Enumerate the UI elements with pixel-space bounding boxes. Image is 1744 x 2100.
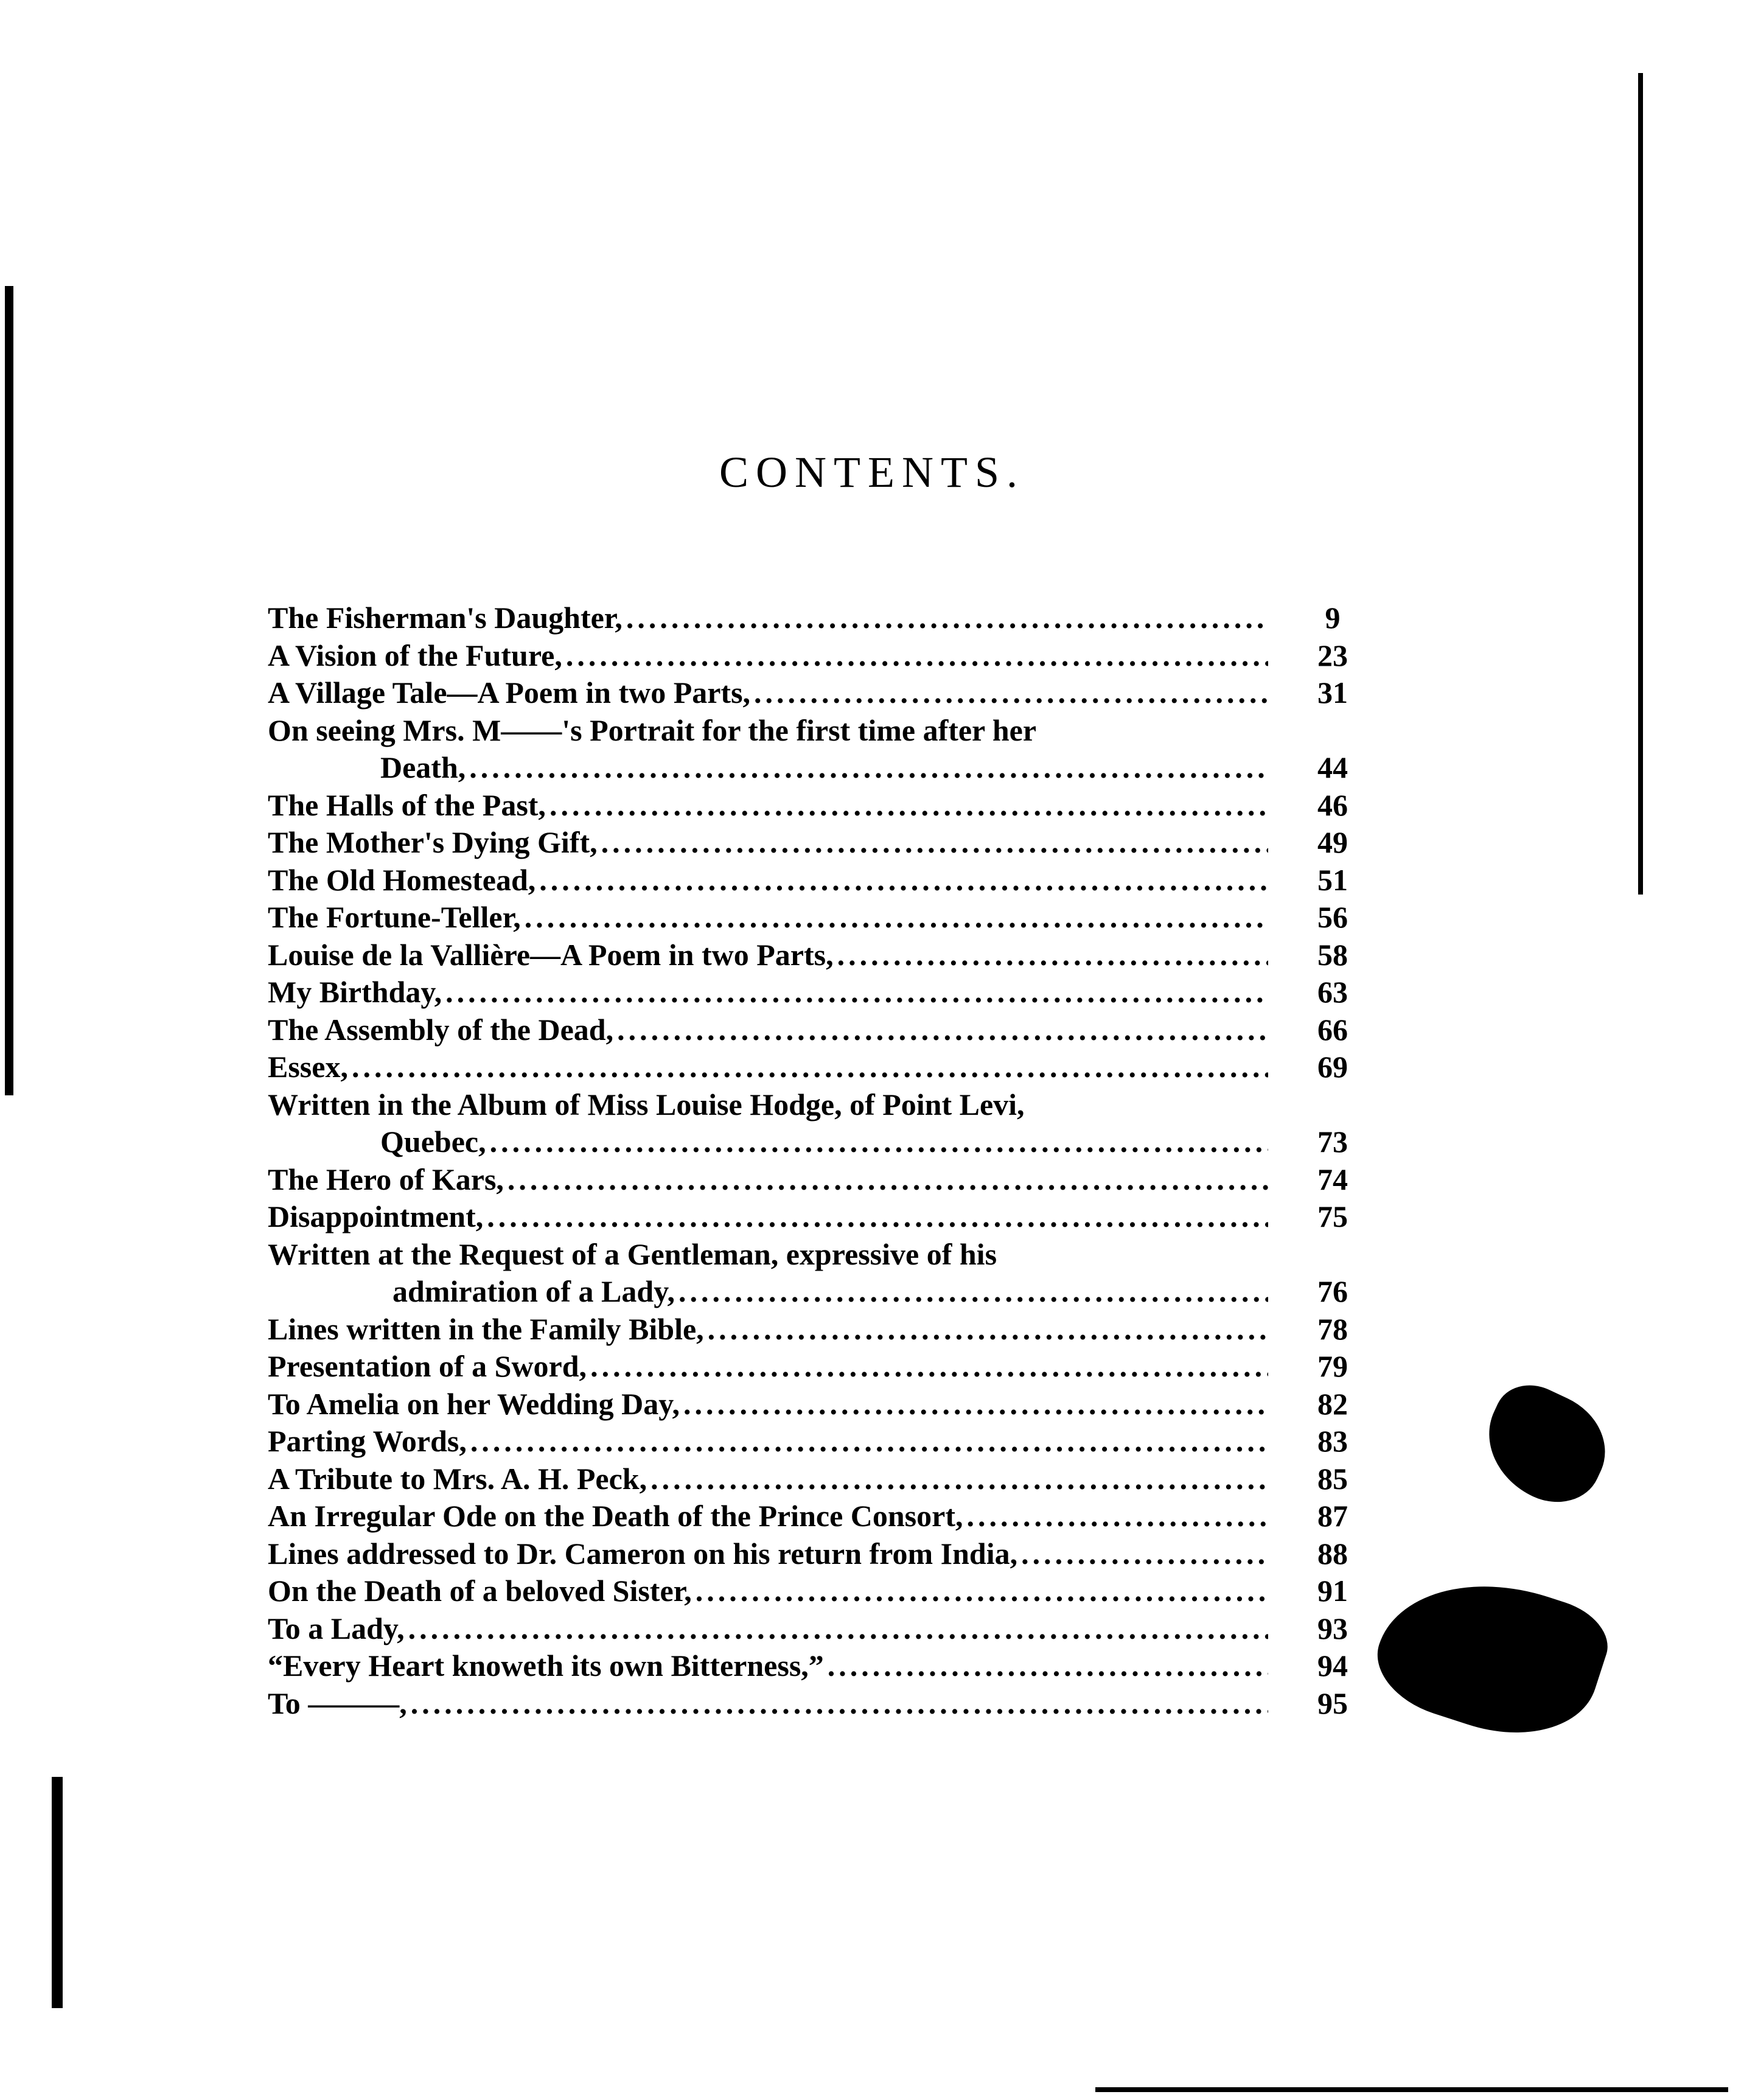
toc-entry-title-line1: Written at the Request of a Gentleman, expressive of his — [268, 1237, 997, 1271]
toc-entry-title: A Village Tale—A Poem in two Parts, — [268, 675, 751, 710]
leader-dots — [469, 749, 1268, 787]
toc-entry[interactable] — [268, 1498, 1363, 1535]
toc-entry-title: My Birthday, — [268, 975, 442, 1009]
leader-dots — [696, 1572, 1268, 1610]
leader-dots — [525, 899, 1268, 937]
toc-entry-title: admiration of a Lady, — [392, 1274, 675, 1308]
page-edge-shadow-left — [5, 286, 13, 1095]
toc-entry-title: Parting Words, — [268, 1424, 467, 1458]
toc-entry-title: The Hero of Kars, — [268, 1162, 504, 1196]
toc-entry-title: The Mother's Dying Gift, — [268, 825, 598, 859]
toc-entry-title: Presentation of a Sword, — [268, 1349, 587, 1383]
leader-dots — [678, 1273, 1268, 1311]
toc-entry-page: 91 — [1317, 1574, 1348, 1608]
leader-dots — [508, 1161, 1268, 1199]
toc-entry[interactable] — [268, 637, 1363, 675]
toc-entry-page: 63 — [1317, 975, 1348, 1009]
toc-entry-page: 76 — [1317, 1274, 1348, 1308]
leader-dots — [828, 1647, 1268, 1685]
leader-dots — [708, 1311, 1268, 1348]
toc-entry-title: The Fisherman's Daughter, — [268, 601, 623, 635]
toc-entry-title-line1: Written in the Album of Miss Louise Hodge, of Point Levi, — [268, 1087, 1025, 1122]
leader-dots — [626, 599, 1268, 637]
toc-entry[interactable] — [268, 1236, 1363, 1311]
leader-dots — [549, 787, 1268, 825]
toc-entry-title: To Amelia on her Wedding Day, — [268, 1386, 680, 1421]
toc-entry[interactable] — [268, 1086, 1363, 1161]
page-edge-shadow-bottom — [1095, 2087, 1728, 2092]
leader-dots — [754, 674, 1268, 712]
toc-entry[interactable] — [268, 937, 1363, 974]
toc-entry[interactable] — [268, 1198, 1363, 1236]
leader-dots — [408, 1610, 1268, 1648]
toc-entry-page: 93 — [1317, 1611, 1348, 1645]
table-of-contents — [268, 599, 1363, 1722]
toc-entry-page: 88 — [1317, 1536, 1348, 1571]
leader-dots — [1021, 1535, 1268, 1573]
toc-entry-page: 23 — [1317, 638, 1348, 672]
leader-dots — [566, 637, 1268, 675]
ink-blot — [1364, 1552, 1618, 1758]
toc-entry[interactable] — [268, 1048, 1363, 1086]
leader-dots — [487, 1198, 1268, 1236]
toc-entry-page: 82 — [1317, 1386, 1348, 1421]
toc-entry[interactable] — [268, 1348, 1363, 1386]
toc-entry[interactable] — [268, 1535, 1363, 1573]
leader-dots — [617, 1011, 1268, 1049]
toc-entry[interactable] — [268, 1311, 1363, 1348]
leader-dots — [590, 1348, 1268, 1386]
toc-entry[interactable] — [268, 824, 1363, 862]
toc-entry-page: 31 — [1317, 675, 1348, 710]
leader-dots — [539, 862, 1268, 899]
toc-entry-page: 78 — [1317, 1311, 1348, 1346]
toc-entry-title: An Irregular Ode on the Death of the Prince Consort, — [268, 1499, 963, 1533]
leader-dots — [470, 1423, 1268, 1460]
page-edge-shadow-left-lower — [52, 1777, 63, 2008]
toc-entry-title: Lines written in the Family Bible, — [268, 1311, 704, 1346]
toc-entry-page: 73 — [1317, 1125, 1348, 1159]
toc-entry-title: To ———, — [268, 1686, 407, 1720]
toc-entry-title: Lines addressed to Dr. Cameron on his return from India, — [268, 1536, 1018, 1571]
toc-entry-title: On the Death of a beloved Sister, — [268, 1574, 692, 1608]
leader-dots — [683, 1386, 1268, 1423]
toc-entry-page: 46 — [1317, 787, 1348, 822]
leader-dots — [411, 1685, 1268, 1723]
toc-entry[interactable] — [268, 1647, 1363, 1685]
toc-entry-page: 51 — [1317, 862, 1348, 897]
leader-dots — [445, 974, 1268, 1011]
toc-entry[interactable] — [268, 1685, 1363, 1723]
toc-entry-title: A Vision of the Future, — [268, 638, 562, 672]
leader-dots — [352, 1048, 1268, 1086]
toc-entry-page: 75 — [1317, 1199, 1348, 1233]
toc-entry[interactable] — [268, 1161, 1363, 1199]
toc-entry-title: The Assembly of the Dead, — [268, 1012, 614, 1047]
toc-entry[interactable] — [268, 1572, 1363, 1610]
toc-entry-title: A Tribute to Mrs. A. H. Peck, — [268, 1461, 647, 1496]
toc-entry[interactable] — [268, 1423, 1363, 1460]
toc-entry-page: 79 — [1317, 1349, 1348, 1383]
toc-entry-page: 66 — [1317, 1012, 1348, 1047]
toc-entry-title: The Old Homestead, — [268, 862, 536, 897]
leader-dots — [651, 1460, 1268, 1498]
toc-entry[interactable] — [268, 1460, 1363, 1498]
toc-entry-title: Death, — [380, 750, 466, 784]
toc-entry-title: The Fortune-Teller, — [268, 900, 521, 934]
toc-entry-title-line1: On seeing Mrs. M——'s Portrait for the first time after her — [268, 713, 1037, 747]
toc-entry-title: Louise de la Vallière—A Poem in two Parts, — [268, 937, 834, 972]
toc-entry-page: 58 — [1317, 937, 1348, 972]
ink-blot — [1468, 1373, 1622, 1518]
toc-entry-page: 74 — [1317, 1162, 1348, 1196]
toc-entry[interactable] — [268, 787, 1363, 825]
toc-entry[interactable] — [268, 712, 1363, 787]
toc-entry-page: 94 — [1317, 1648, 1348, 1683]
toc-entry-title: Disappointment, — [268, 1199, 484, 1233]
toc-entry-page: 44 — [1317, 750, 1348, 784]
page-title: CONTENTS. — [719, 448, 1025, 497]
toc-entry[interactable] — [268, 862, 1363, 899]
toc-entry-page: 87 — [1317, 1499, 1348, 1533]
toc-entry-title: Quebec, — [380, 1125, 486, 1159]
toc-entry-page: 83 — [1317, 1424, 1348, 1458]
toc-entry-title: Essex, — [268, 1050, 348, 1084]
toc-entry-page: 9 — [1325, 601, 1341, 635]
leader-dots — [837, 937, 1268, 974]
toc-entry[interactable] — [268, 674, 1363, 712]
toc-entry-page: 69 — [1317, 1050, 1348, 1084]
toc-entry-title: To a Lady, — [268, 1611, 405, 1645]
toc-entry-title: “Every Heart knoweth its own Bitterness,” — [268, 1648, 824, 1683]
leader-dots — [601, 824, 1268, 862]
toc-entry-page: 85 — [1317, 1461, 1348, 1496]
toc-entry[interactable] — [268, 599, 1363, 637]
toc-entry[interactable] — [268, 1610, 1363, 1648]
toc-entry[interactable] — [268, 1386, 1363, 1423]
toc-entry-page: 95 — [1317, 1686, 1348, 1720]
toc-entry-page: 56 — [1317, 900, 1348, 934]
toc-entry-page: 49 — [1317, 825, 1348, 859]
leader-dots — [490, 1123, 1268, 1161]
leader-dots — [966, 1498, 1268, 1535]
toc-entry-title: The Halls of the Past, — [268, 787, 546, 822]
toc-entry[interactable] — [268, 899, 1363, 937]
toc-entry[interactable] — [268, 1011, 1363, 1049]
toc-entry[interactable] — [268, 974, 1363, 1011]
